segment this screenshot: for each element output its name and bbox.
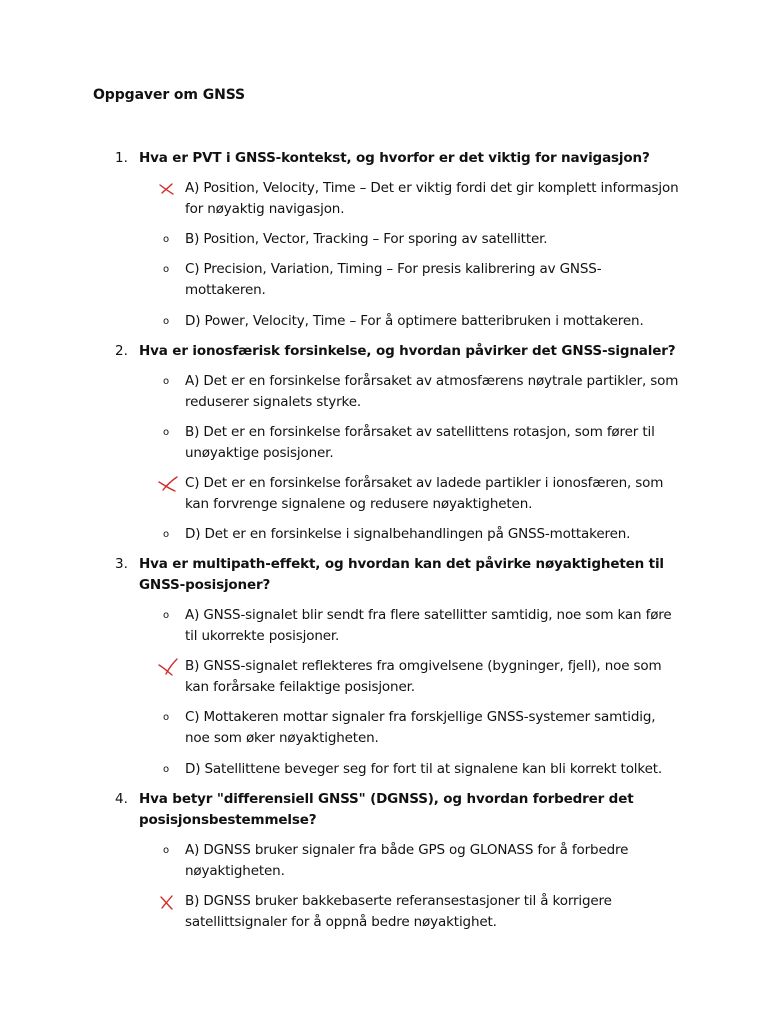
option-text: A) Det er en forsinkelse forårsaket av atmosfærens nøytrale partikler, som reduserer signalets styrke. [185,373,679,410]
question-text: Hva er multipath-effekt, og hvordan kan det påvirke nøyaktigheten til GNSS-posisjoner? [139,556,664,593]
option-text: A) Position, Velocity, Time – Det er viktig fordi det gir komplett informasjon for nøyaktig navigasjon. [185,180,679,217]
question-number: 1. [115,150,128,166]
bullet-icon: o [162,376,170,387]
bullet-icon: o [162,610,170,621]
handwritten-cross-mark-icon [157,180,179,198]
bullet-icon: o [162,529,170,540]
bullet-icon: o [162,845,170,856]
question-text: Hva er PVT i GNSS-kontekst, og hvorfor er det viktig for navigasjon? [139,150,650,166]
option-text: C) Det er en forsinkelse forårsaket av ladede partikler i ionosfæren, som kan forvrenge signalene og redusere nøyaktigheten. [185,475,664,512]
question-number: 3. [115,556,128,572]
question-text: Hva er ionosfærisk forsinkelse, og hvordan påvirker det GNSS-signaler? [139,343,676,359]
option-text: A) GNSS-signalet blir sendt fra flere satellitter samtidig, noe som kan føre til ukorrekte posisjoner. [185,607,672,644]
bullet-icon: o [162,427,170,438]
question-number: 2. [115,343,128,359]
page-title: Oppgaver om GNSS [93,87,246,103]
option-text: B) DGNSS bruker bakkebaserte referansestasjoner til å korrigere satellittsignaler for å oppnå bedre nøyaktighet. [185,893,612,930]
handwritten-cross-mark-icon [157,658,179,676]
option-text: B) GNSS-signalet reflekteres fra omgivelsene (bygninger, fjell), noe som kan forårsake feilaktige posisjoner. [185,658,662,695]
option-text: B) Position, Vector, Tracking – For sporing av satellitter. [185,231,548,247]
option-text: A) DGNSS bruker signaler fra både GPS og GLONASS for å forbedre nøyaktigheten. [185,842,629,879]
option-text: D) Satellittene beveger seg for fort til at signalene kan bli korrekt tolket. [185,761,663,777]
handwritten-cross-mark-icon [157,893,179,911]
bullet-icon: o [162,764,170,775]
bullet-icon: o [162,316,170,327]
handwritten-cross-mark-icon [157,475,179,493]
bullet-icon: o [162,712,170,723]
question-number: 4. [115,791,128,807]
bullet-icon: o [162,264,170,275]
option-text: C) Precision, Variation, Timing – For presis kalibrering av GNSS-mottakeren. [185,261,602,298]
question-text: Hva betyr "differensiell GNSS" (DGNSS), og hvordan forbedrer det posisjonsbestemmelse? [139,791,634,828]
option-text: C) Mottakeren mottar signaler fra forskjellige GNSS-systemer samtidig, noe som øker nøyaktigheten. [185,709,656,746]
option-text: D) Det er en forsinkelse i signalbehandlingen på GNSS-mottakeren. [185,526,631,542]
option-text: B) Det er en forsinkelse forårsaket av satellittens rotasjon, som fører til unøyaktige posisjoner. [185,424,655,461]
bullet-icon: o [162,234,170,245]
option-text: D) Power, Velocity, Time – For å optimere batteribruken i mottakeren. [185,313,644,329]
